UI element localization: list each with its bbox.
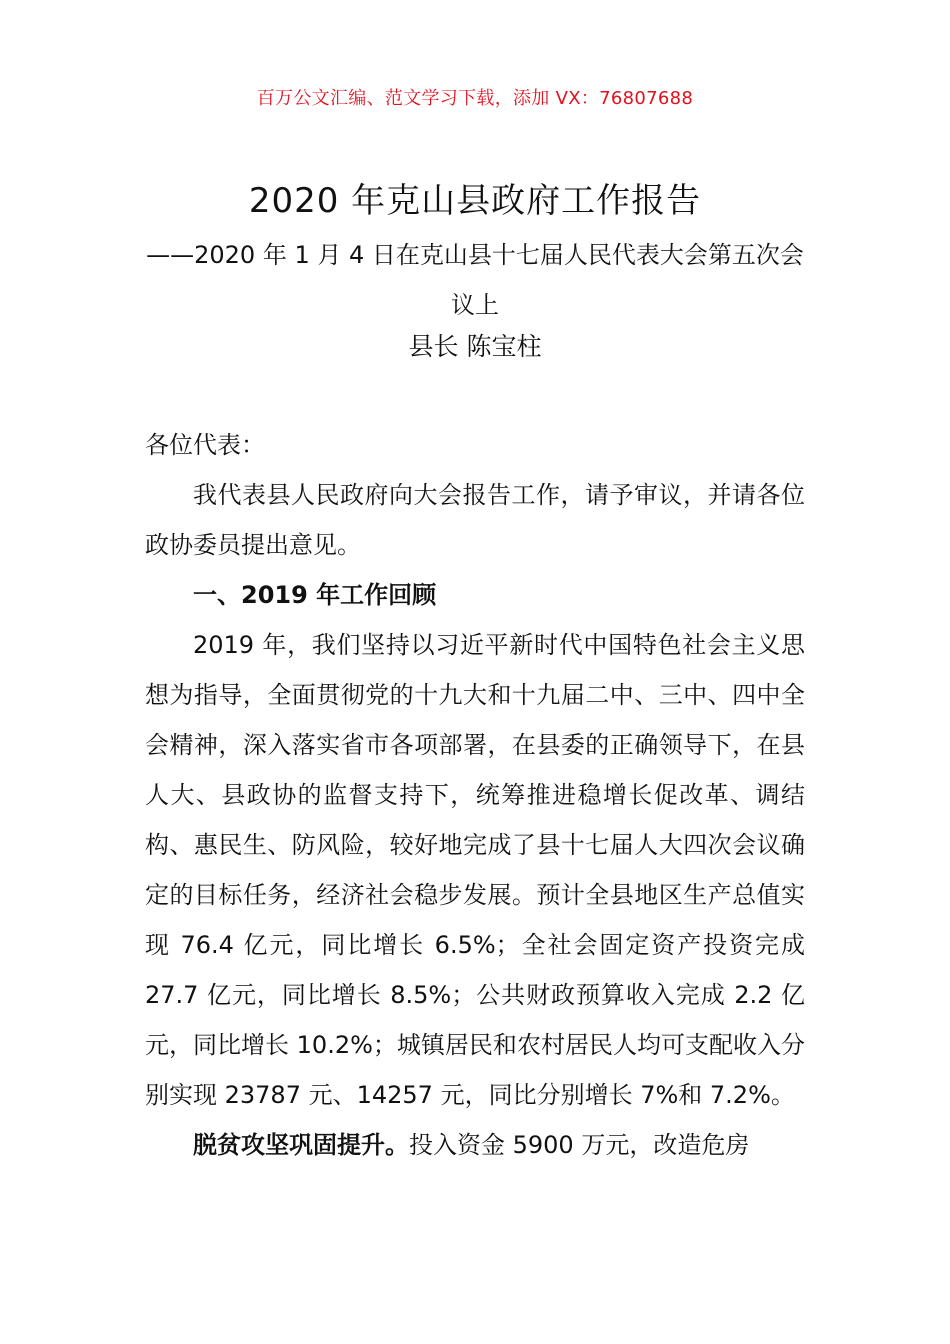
report-author: 县长 陈宝柱 xyxy=(408,332,542,361)
report-body xyxy=(145,420,805,1170)
poverty-lead: 脱贫攻坚巩固提升。 xyxy=(193,1131,409,1159)
report-subtitle: ——2020 年 1 月 4 日在克山县十七届人民代表大会第五次会议上 xyxy=(146,241,804,319)
download-banner: 百万公文汇编、范文学习下载，添加 VX：76807688 xyxy=(256,88,694,109)
review-paragraph: 2019 年，我们坚持以习近平新时代中国特色社会主义思想为指导，全面贯彻党的十九大和十九届二中、三中、四中全会精神，深入落实省市各项部署，在县委的正确领导下，在县人大、县政协的监督支持下，统筹推进稳增长促改革、调结构、惠民生、防风险，较好地完成了县十七届人大四次会议确定的目标任务，经济社会稳步发展。预计全县地区生产总值实现 76.4 亿元，同比增长 6.5%；全社会固定资产投资完成 27.7 亿元，同比增长 8.5%；公共财政预算收入完成 2.2 亿元，同比增长 10.2%；城镇居民和农村居民人均可支配收入分别实现 23787 元、14257 元，同比分别增长 7%和 7.2%。 xyxy=(145,631,805,1109)
salutation: 各位代表： xyxy=(145,431,265,459)
section-heading: 一、2019 年工作回顾 xyxy=(193,581,437,609)
intro-paragraph: 我代表县人民政府向大会报告工作，请予审议，并请各位政协委员提出意见。 xyxy=(145,481,805,559)
poverty-text: 投入资金 5900 万元，改造危房 xyxy=(409,1131,750,1159)
report-title: 2020 年克山县政府工作报告 xyxy=(248,181,702,221)
poverty-paragraph xyxy=(145,1120,805,1170)
